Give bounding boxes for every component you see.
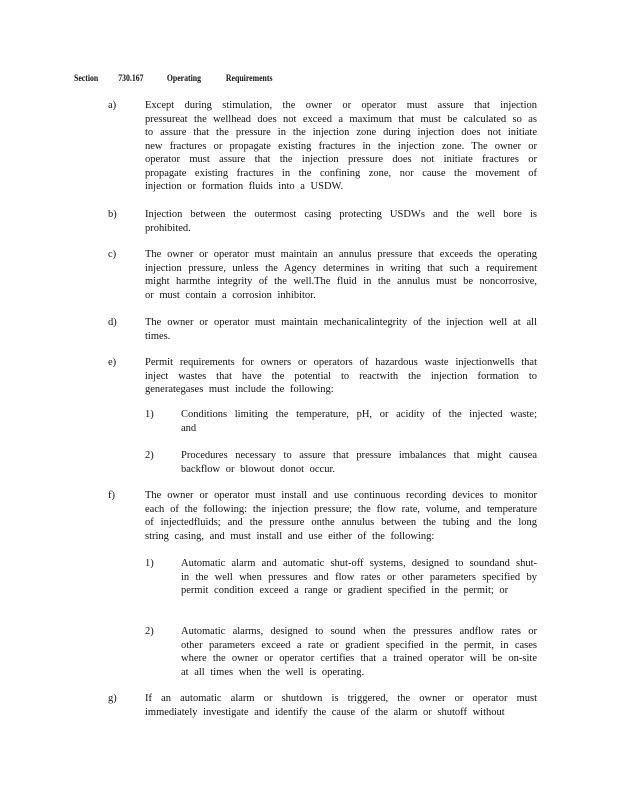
paragraph-text: The owner or operator must install and use continuous recording devices to monitor each of the following: the injection pressure; the flow rate, volume, and temperature of injectedfluids; and the pressure onthe annulus between the tubing and the long string casing, and must install and use either of the following: — [145, 490, 537, 542]
paragraph-text: If an automatic alarm or shutdown is triggered, the owner or operator must immediately investigate and identify the cause of the alarm or shutoff without — [145, 693, 537, 718]
paragraph-label: g) — [108, 693, 117, 704]
paragraph-label: f) — [108, 490, 115, 501]
subparagraph-text: Automatic alarms, designed to sound when the pressures andflow rates or other parameters exceed a rate or gradient specified in the permit, in cases where the owner or operator certifies that a trained operator will be on-site at all times when the well is operating. — [181, 626, 537, 678]
section-title-operating: Operating — [166, 74, 202, 84]
subparagraph-label: 1) — [145, 409, 154, 420]
subparagraph-label: 2) — [145, 450, 154, 461]
section-title-requirements: Requirements — [225, 74, 273, 84]
paragraph-label: d) — [108, 317, 117, 328]
paragraph-label: e) — [108, 357, 117, 368]
section-number: 730.167 — [118, 74, 144, 84]
subparagraph-text: Conditions limiting the temperature, pH, or acidity of the injected waste; and — [181, 409, 537, 434]
subparagraph-text: Procedures necessary to assure that pressure imbalances that might causea backflow or blowout donot occur. — [181, 450, 537, 475]
subparagraph-label: 2) — [145, 626, 154, 637]
paragraph-text: Injection between the outermost casing protecting USDWs and the well bore is prohibited. — [145, 209, 537, 234]
paragraph-label: c) — [108, 249, 117, 260]
subparagraph-text: Automatic alarm and automatic shut-off systems, designed to soundand shut-in the well when pressures and flow rates or other parameters specified by permit condition exceed a range or gradient specified in the permit; or — [181, 558, 537, 596]
subparagraph-label: 1) — [145, 558, 154, 569]
paragraph-text: Permit requirements for owners or operators of hazardous waste injectionwells that inject wastes that have the potential to reactwith the injection formation to generategases must include the following: — [145, 357, 537, 395]
paragraph-text: The owner or operator must maintain mechanicalintegrity of the injection well at all times. — [145, 317, 537, 342]
paragraph-label: b) — [108, 209, 117, 220]
paragraph-label: a) — [108, 100, 117, 111]
paragraph-text: Except during stimulation, the owner or operator must assure that injection pressureat the wellhead does not exceed a maximum that must be calculated so as to assure that the pressure in the injection zone during injection does not initiate new fractures or propagate existing fractures in the injection zone. The owner or operator must assure that the injection pressure does not initiate fractures or propagate existing fractures in the confining zone, nor cause the movement of injection or formation fluids into a USDW. — [145, 100, 537, 192]
paragraph-text: The owner or operator must maintain an annulus pressure that exceeds the operating injection pressure, unless the Agency determines in writing that such a requirement might harmthe integrity of the well.The fluid in the annulus must be noncorrosive, or must contain a corrosion inhibitor. — [145, 249, 537, 301]
section-label: Section — [74, 74, 99, 84]
section-heading — [74, 74, 273, 84]
